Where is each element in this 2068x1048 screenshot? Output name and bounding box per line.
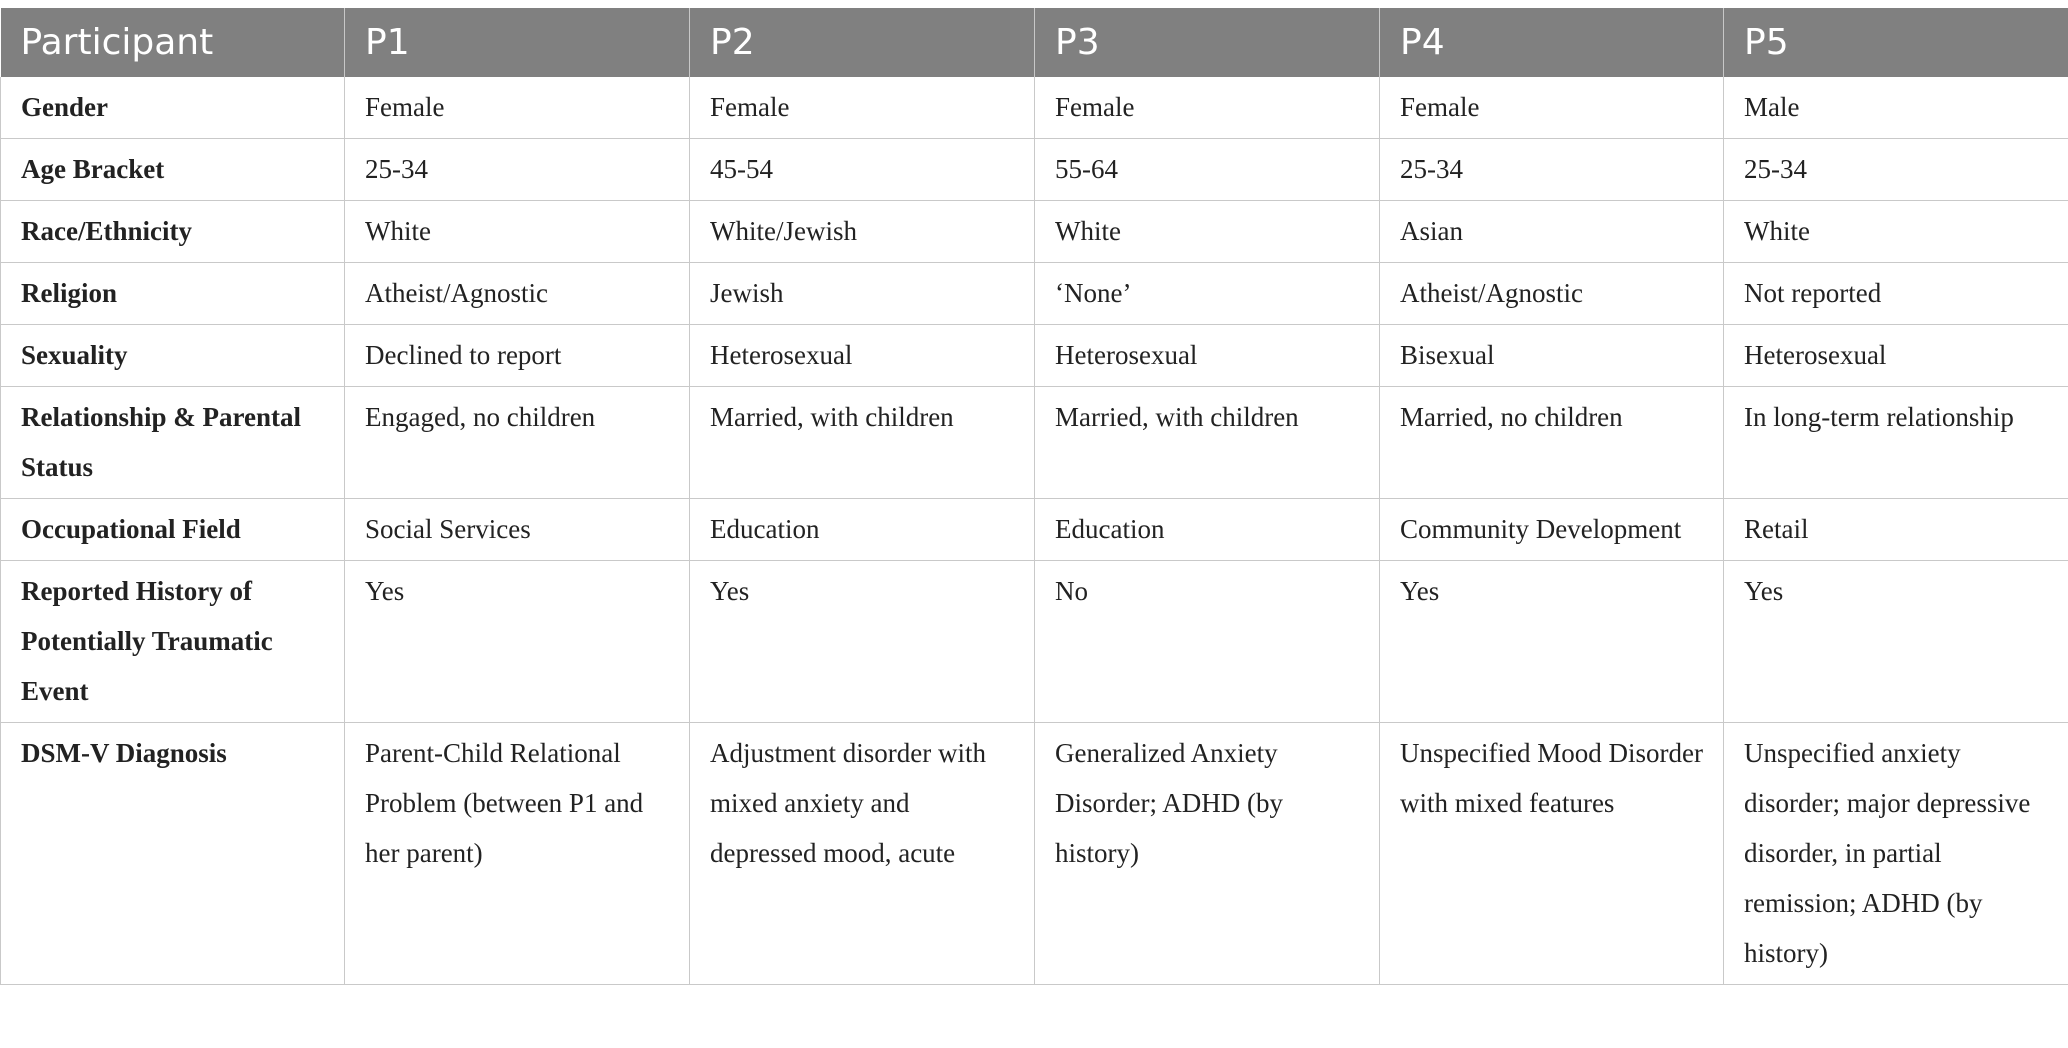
header-p3: P3 <box>1035 8 1380 77</box>
table-cell: Atheist/Agnostic <box>345 263 690 325</box>
table-row-religion <box>1 263 2068 325</box>
table-cell: Unspecified anxiety disorder; major depressive disorder, in partial remission; ADHD (by history) <box>1724 723 2068 985</box>
row-label: Gender <box>1 77 345 139</box>
header-participant: Participant <box>1 8 345 77</box>
row-label: DSM-V Diagnosis <box>1 723 345 985</box>
table-cell: Adjustment disorder with mixed anxiety and depressed mood, acute <box>690 723 1035 985</box>
table-cell: White <box>1724 201 2068 263</box>
header-p4: P4 <box>1380 8 1724 77</box>
table-cell: Generalized Anxiety Disorder; ADHD (by history) <box>1035 723 1380 985</box>
table-header-row <box>1 8 2068 77</box>
table-row-race-ethnicity <box>1 201 2068 263</box>
table-cell: ‘None’ <box>1035 263 1380 325</box>
table-cell: Engaged, no children <box>345 387 690 499</box>
table-cell: Heterosexual <box>690 325 1035 387</box>
table-cell: Yes <box>1380 561 1724 723</box>
participant-demographics-table <box>0 8 2068 985</box>
table-cell: 25-34 <box>1380 139 1724 201</box>
table-cell: Atheist/Agnostic <box>1380 263 1724 325</box>
row-label: Race/Ethnicity <box>1 201 345 263</box>
table-cell: White <box>345 201 690 263</box>
row-label: Religion <box>1 263 345 325</box>
table-cell: Heterosexual <box>1724 325 2068 387</box>
table-cell: Yes <box>1724 561 2068 723</box>
table-cell: Married, with children <box>1035 387 1380 499</box>
table-row-relationship-status <box>1 387 2068 499</box>
table-cell: Bisexual <box>1380 325 1724 387</box>
row-label: Relationship & Parental Status <box>1 387 345 499</box>
row-label: Occupational Field <box>1 499 345 561</box>
row-label: Reported History of Potentially Traumatic Event <box>1 561 345 723</box>
table-cell: Married, no children <box>1380 387 1724 499</box>
table-row-gender <box>1 77 2068 139</box>
table-cell: Married, with children <box>690 387 1035 499</box>
table-cell: Yes <box>345 561 690 723</box>
table-cell: Male <box>1724 77 2068 139</box>
table-row-occupational-field <box>1 499 2068 561</box>
table-cell: Parent-Child Relational Problem (between P1 and her parent) <box>345 723 690 985</box>
table-cell: Education <box>690 499 1035 561</box>
table-row-dsm-diagnosis <box>1 723 2068 985</box>
table-cell: Female <box>690 77 1035 139</box>
row-label: Age Bracket <box>1 139 345 201</box>
row-label: Sexuality <box>1 325 345 387</box>
table-cell: 25-34 <box>345 139 690 201</box>
table-cell: Female <box>345 77 690 139</box>
table-row-sexuality <box>1 325 2068 387</box>
table-cell: Not reported <box>1724 263 2068 325</box>
table-cell: Education <box>1035 499 1380 561</box>
table-cell: Social Services <box>345 499 690 561</box>
table-cell: 55-64 <box>1035 139 1380 201</box>
table-cell: In long-term relationship <box>1724 387 2068 499</box>
table-cell: Female <box>1380 77 1724 139</box>
table-cell: Unspecified Mood Disorder with mixed features <box>1380 723 1724 985</box>
header-p1: P1 <box>345 8 690 77</box>
table-row-trauma-history <box>1 561 2068 723</box>
table-cell: Yes <box>690 561 1035 723</box>
table-cell: White/Jewish <box>690 201 1035 263</box>
table-cell: Declined to report <box>345 325 690 387</box>
table-row-age-bracket <box>1 139 2068 201</box>
table-cell: Retail <box>1724 499 2068 561</box>
table-cell: 45-54 <box>690 139 1035 201</box>
table-cell: Community Development <box>1380 499 1724 561</box>
header-p2: P2 <box>690 8 1035 77</box>
table-cell: No <box>1035 561 1380 723</box>
table-cell: 25-34 <box>1724 139 2068 201</box>
header-p5: P5 <box>1724 8 2068 77</box>
table-cell: Jewish <box>690 263 1035 325</box>
table-cell: White <box>1035 201 1380 263</box>
table-cell: Asian <box>1380 201 1724 263</box>
table-cell: Heterosexual <box>1035 325 1380 387</box>
table-cell: Female <box>1035 77 1380 139</box>
participant-table-container <box>0 8 2068 985</box>
